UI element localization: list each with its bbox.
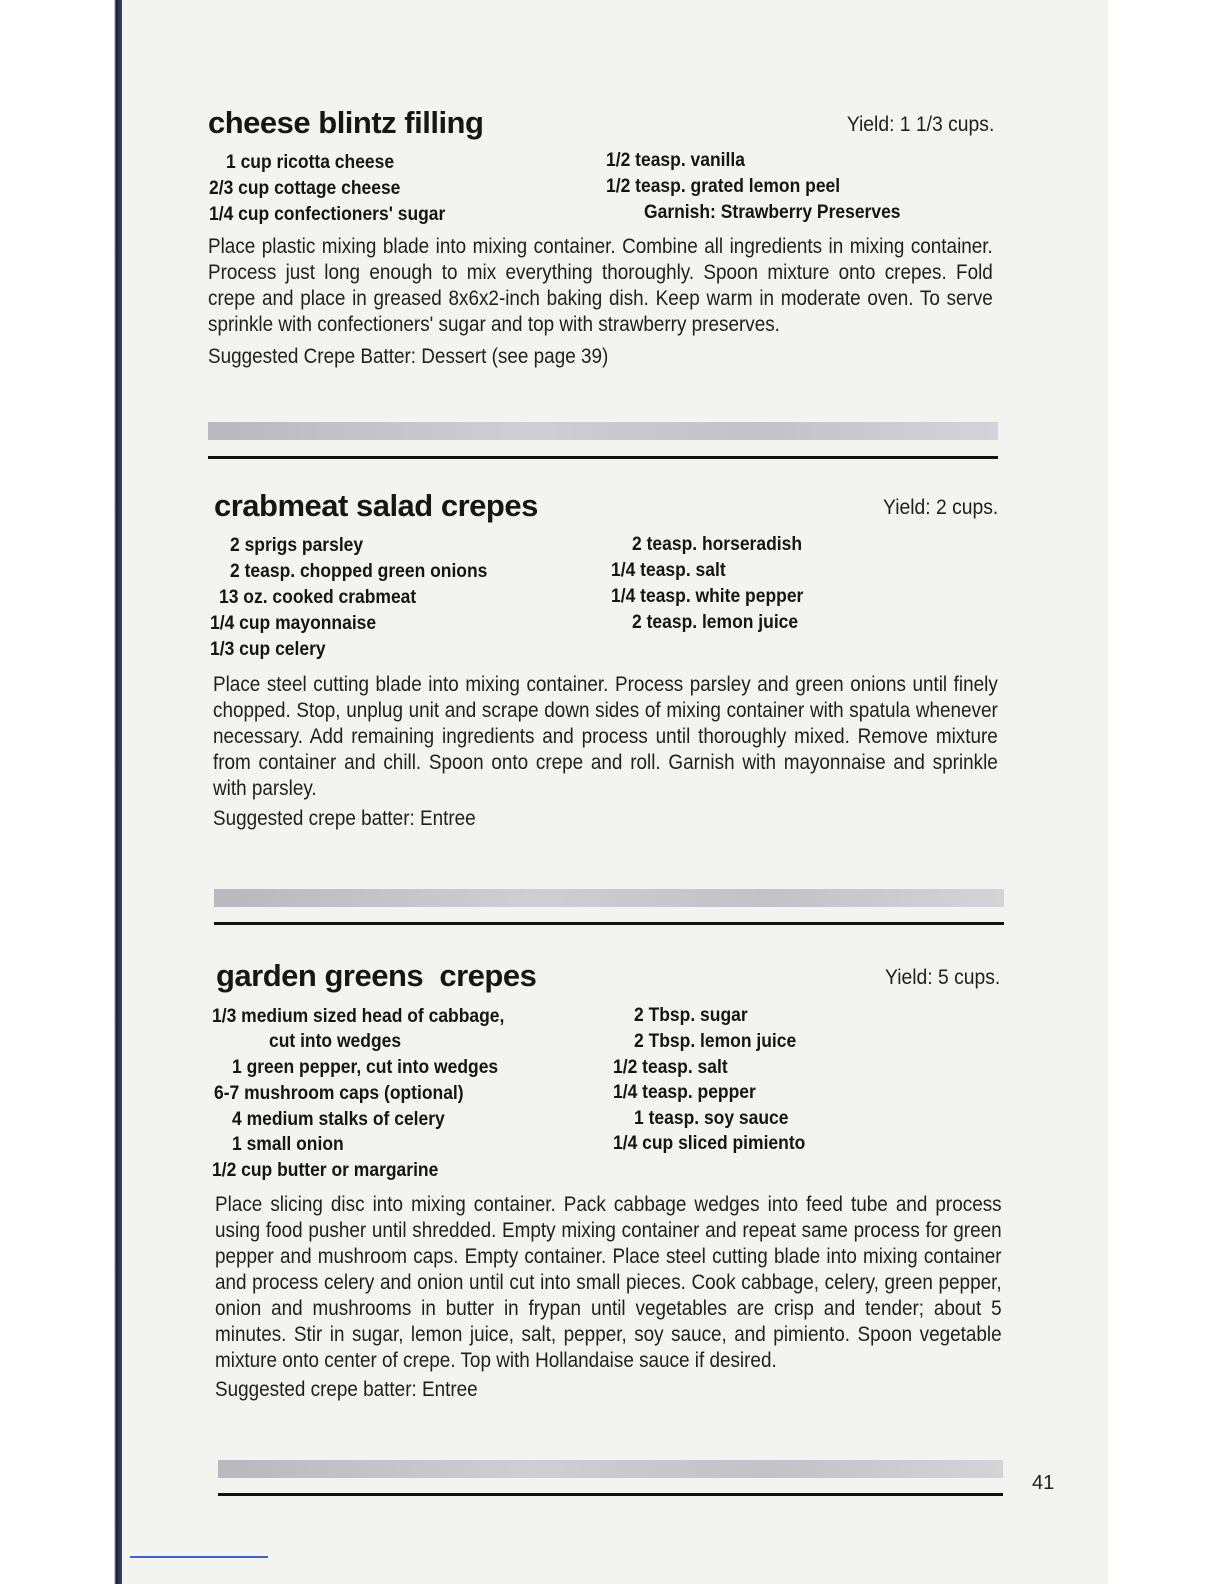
ingredient: 13 oz. cooked crabmeat bbox=[219, 587, 417, 608]
recipe-title: cheese blintz filling bbox=[208, 105, 484, 140]
section-divider-rule bbox=[218, 1493, 1003, 1496]
ingredient: 1/2 cup butter or margarine bbox=[212, 1160, 439, 1181]
right-margin bbox=[1108, 0, 1224, 1584]
ingredient: 1/3 medium sized head of cabbage, bbox=[212, 1006, 505, 1027]
ingredient: 1/2 teasp. salt bbox=[613, 1057, 728, 1078]
ingredient: 1/4 teasp. white pepper bbox=[611, 586, 804, 607]
section-divider-rule bbox=[208, 456, 998, 459]
cookbook-page bbox=[122, 0, 1108, 1584]
recipe-title: garden greens crepes bbox=[216, 958, 537, 993]
ingredient: 1/2 teasp. vanilla bbox=[606, 150, 745, 171]
ingredient: 2 teasp. horseradish bbox=[632, 534, 803, 555]
ingredient: 1 green pepper, cut into wedges bbox=[232, 1057, 499, 1078]
ingredient: 1/3 cup celery bbox=[210, 639, 326, 660]
section-divider-bar bbox=[208, 422, 998, 440]
ingredient: 1/2 teasp. grated lemon peel bbox=[606, 176, 841, 197]
ingredient: 2 Tbsp. sugar bbox=[634, 1005, 748, 1026]
recipe-directions: Place slicing disc into mixing container. Pack cabbage wedges into feed tube and process using food pusher until shredded. Empty mixing container and repeat same process for green pepper and mushroom caps. Empty container. Place steel cutting blade into mixing container and process celery and onion until cut into small pieces. Cook cabbage, celery, green pepper, onion and mushrooms in butter in frypan until vegetables are crisp and tender; about 5 minutes. Stir in sugar, lemon juice, salt, pepper, soy sauce, and pimiento. Spoon vegetable mixture onto center of crepe. Top with Hollandaise sauce if desired. bbox=[215, 1193, 1002, 1372]
ingredient: Garnish: Strawberry Preserves bbox=[644, 202, 901, 223]
ingredient: 2/3 cup cottage cheese bbox=[209, 178, 401, 199]
section-divider-rule bbox=[214, 922, 1004, 925]
ingredient: 1/4 cup sliced pimiento bbox=[613, 1133, 806, 1154]
ingredient: 2 Tbsp. lemon juice bbox=[634, 1031, 797, 1052]
ingredient: 6-7 mushroom caps (optional) bbox=[214, 1083, 464, 1104]
suggested-batter: Suggested crepe batter: Entree bbox=[215, 1378, 478, 1401]
recipe-yield: Yield: 5 cups. bbox=[884, 966, 1000, 989]
ingredient: 4 medium stalks of celery bbox=[232, 1109, 445, 1130]
recipe-yield: Yield: 2 cups. bbox=[882, 496, 998, 519]
ingredient: 1/4 teasp. salt bbox=[611, 560, 726, 581]
section-divider-bar bbox=[218, 1460, 1003, 1478]
recipe-directions: Place plastic mixing blade into mixing container. Combine all ingredients in mixing container. Process just long enough to mix everything thoroughly. Spoon mixture onto crepes. Fold crepe and place in greased 8x6x2-inch baking dish. Keep warm in moderate oven. To serve sprinkle with confectioners' sugar and top with strawberry preserves. bbox=[208, 235, 993, 336]
suggested-batter: Suggested Crepe Batter: Dessert (see page 39) bbox=[208, 345, 609, 368]
ingredient: 1 small onion bbox=[232, 1134, 344, 1155]
suggested-batter: Suggested crepe batter: Entree bbox=[213, 807, 476, 830]
ingredient: 2 sprigs parsley bbox=[230, 535, 364, 556]
ingredient: 2 teasp. lemon juice bbox=[632, 612, 799, 633]
recipe-title: crabmeat salad crepes bbox=[214, 488, 538, 523]
ingredient: cut into wedges bbox=[269, 1031, 402, 1052]
ingredient: 1 teasp. soy sauce bbox=[634, 1108, 789, 1129]
recipe-yield: Yield: 1 1/3 cups. bbox=[846, 113, 994, 136]
ingredient: 1/4 cup mayonnaise bbox=[210, 613, 377, 634]
ingredient: 1/4 cup confectioners' sugar bbox=[209, 204, 446, 225]
book-binding-edge bbox=[0, 0, 122, 1584]
link-underline bbox=[130, 1556, 268, 1558]
ingredient: 1/4 teasp. pepper bbox=[613, 1082, 756, 1103]
ingredient: 1 cup ricotta cheese bbox=[226, 152, 395, 173]
ingredient: 2 teasp. chopped green onions bbox=[230, 561, 488, 582]
page-number: 41 bbox=[1032, 1472, 1055, 1494]
recipe-directions: Place steel cutting blade into mixing container. Process parsley and green onions until finely chopped. Stop, unplug unit and scrape down sides of mixing container with spatula whenever necessary. Add remaining ingredients and process until thoroughly mixed. Remove mixture from container and chill. Spoon onto crepe and roll. Garnish with mayonnaise and sprinkle with parsley. bbox=[213, 673, 998, 800]
section-divider-bar bbox=[214, 889, 1004, 907]
